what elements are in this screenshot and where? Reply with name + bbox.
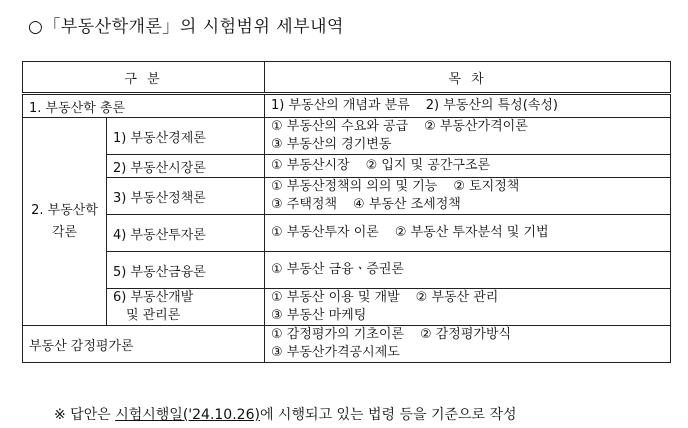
category-cell: 1. 부동산학 총론 [23, 94, 265, 118]
footnote-date: 시험시행일('24.10.26) [115, 407, 260, 423]
group-cell [23, 118, 107, 326]
contents-cell [265, 94, 671, 118]
content-item: ③ 부동산의 경기변동 [271, 137, 392, 152]
table-row [23, 252, 671, 289]
content-item: 2) 부동산의 특성(속성) [425, 98, 558, 113]
table-row [23, 94, 671, 118]
header-contents: 목 차 [265, 62, 671, 94]
content-item: ④ 부동산 조세정책 [353, 197, 461, 212]
table-row [23, 289, 671, 326]
contents-cell [265, 326, 671, 363]
page-title: ○「부동산학개론」의 시험범위 세부내역 [28, 17, 344, 37]
group-label-line: 각론 [51, 224, 78, 240]
contents-cell [265, 215, 671, 252]
table-row [23, 326, 671, 363]
table-header-row [23, 62, 671, 94]
content-item: ① 부동산의 수요와 공급 [271, 119, 409, 134]
subcategory-label-line: 및 관리론 [125, 308, 181, 323]
subcategory-cell: 1) 부동산경제론 [107, 118, 265, 155]
contents-cell [265, 178, 671, 215]
table-row [23, 118, 671, 155]
subcategory-cell: 2) 부동산시장론 [107, 155, 265, 178]
content-item: ③ 부동산가격공시제도 [271, 345, 400, 360]
content-item: ② 입지 및 공간구조론 [365, 158, 491, 173]
exam-scope-table [22, 61, 671, 363]
category-cell: 부동산 감정평가론 [23, 326, 265, 363]
table-row [23, 178, 671, 215]
contents-cell [265, 118, 671, 155]
contents-cell [265, 252, 671, 289]
subcategory-label-line: 6) 부동산개발 [113, 290, 194, 305]
subcategory-cell: 5) 부동산금융론 [107, 252, 265, 289]
group-label-line: 2. 부동산학 [31, 202, 98, 218]
footnote-prefix: ※ 답안은 [54, 407, 116, 423]
content-item: ③ 부동산 마케팅 [271, 308, 367, 323]
content-item: ② 부동산 투자분석 및 기법 [394, 225, 549, 240]
content-item: 1) 부동산의 개념과 분류 [271, 98, 410, 113]
content-item: ② 토지정책 [453, 179, 520, 194]
table-row [23, 155, 671, 178]
content-item: ① 부동산투자 이론 [271, 225, 379, 240]
subcategory-cell [107, 289, 265, 326]
content-item: ① 부동산시장 [271, 158, 350, 173]
content-item: ② 부동산가격이론 [424, 119, 528, 134]
subcategory-cell: 4) 부동산투자론 [107, 215, 265, 252]
content-item: ① 감정평가의 기초이론 [271, 327, 404, 342]
contents-cell [265, 289, 671, 326]
footnote-suffix: 에 시행되고 있는 법령 등을 기준으로 작성 [259, 407, 517, 423]
content-item: ② 부동산 관리 [415, 290, 499, 305]
table-row [23, 215, 671, 252]
content-item: ③ 주택정책 [271, 197, 338, 212]
subcategory-cell: 3) 부동산정책론 [107, 178, 265, 215]
contents-cell [265, 155, 671, 178]
content-item: ① 부동산정책의 의의 및 기능 [271, 179, 438, 194]
footnote [54, 404, 517, 424]
content-item: ① 부동산 이용 및 개발 [271, 290, 400, 305]
content-item: ① 부동산 금융ㆍ증권론 [271, 262, 404, 277]
content-item: ② 감정평가방식 [419, 327, 512, 342]
header-category: 구 분 [23, 62, 265, 94]
